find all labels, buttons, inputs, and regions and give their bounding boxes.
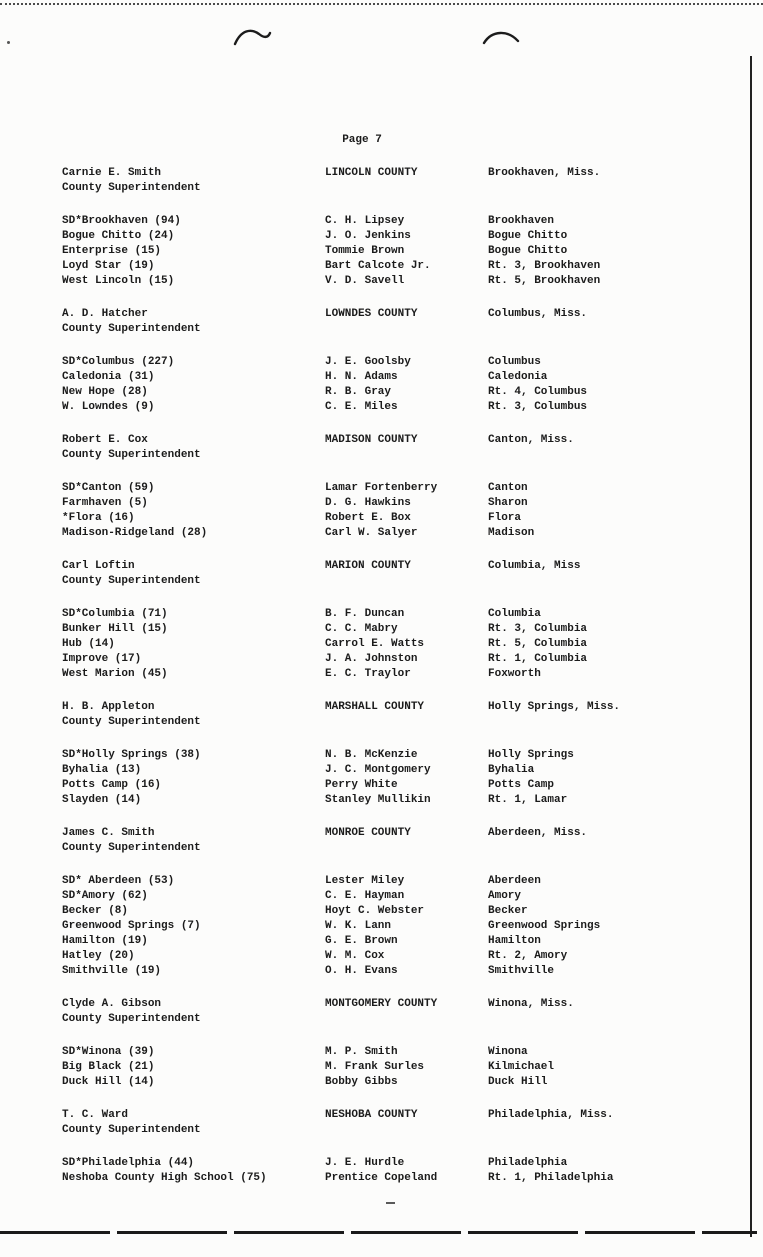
county-header <box>62 559 662 589</box>
county-superintendent-name: Carnie E. Smith <box>62 167 162 179</box>
district-address: Columbia <box>488 608 541 620</box>
county-seat: Aberdeen, Miss. <box>488 827 588 839</box>
district-address: Rt. 4, Columbus <box>488 386 588 398</box>
district-row <box>62 1156 662 1171</box>
district-superintendent: W. M. Cox <box>325 950 385 962</box>
district-name: Loyd Star (19) <box>62 260 155 272</box>
district-name: Hatley (20) <box>62 950 135 962</box>
county-header <box>62 700 662 730</box>
district-superintendent: Hoyt C. Webster <box>325 905 425 917</box>
district-address: Rt. 1, Lamar <box>488 794 568 806</box>
page-number: Page 7 <box>342 134 382 146</box>
district-name: Slayden (14) <box>62 794 142 806</box>
district-row <box>62 652 662 667</box>
district-address: Rt. 1, Columbia <box>488 653 588 665</box>
county-name: MADISON COUNTY <box>325 434 418 446</box>
county-header-row <box>62 1108 662 1123</box>
district-name: Byhalia (13) <box>62 764 142 776</box>
district-address: Philadelphia <box>488 1157 568 1169</box>
district-address: Winona <box>488 1046 528 1058</box>
pen-mark-left <box>233 26 273 52</box>
county-seat: Columbus, Miss. <box>488 308 588 320</box>
district-address: Columbus <box>488 356 541 368</box>
county-superintendent-name: A. D. Hatcher <box>62 308 148 320</box>
county-name: MONROE COUNTY <box>325 827 411 839</box>
district-row <box>62 904 662 919</box>
county-name: LOWNDES COUNTY <box>325 308 418 320</box>
district-row <box>62 496 662 511</box>
district-address: Brookhaven <box>488 215 555 227</box>
district-row <box>62 400 662 415</box>
district-address: Rt. 1, Philadelphia <box>488 1172 614 1184</box>
district-superintendent: E. C. Traylor <box>325 668 411 680</box>
superintendent-title-row <box>62 574 662 589</box>
district-address: Byhalia <box>488 764 535 776</box>
superintendent-title: County Superintendent <box>62 449 201 461</box>
district-superintendent: M. P. Smith <box>325 1046 398 1058</box>
district-superintendent: Carl W. Salyer <box>325 527 418 539</box>
district-address: Greenwood Springs <box>488 920 601 932</box>
district-row <box>62 793 662 808</box>
empty-cell <box>325 841 488 856</box>
county-section <box>62 166 662 289</box>
county-header <box>62 166 662 196</box>
district-address: Rt. 3, Brookhaven <box>488 260 601 272</box>
county-header <box>62 433 662 463</box>
superintendent-title-row <box>62 322 662 337</box>
district-address: Aberdeen <box>488 875 541 887</box>
district-row <box>62 763 662 778</box>
district-row <box>62 667 662 682</box>
district-superintendent: D. G. Hawkins <box>325 497 411 509</box>
empty-cell <box>325 715 488 730</box>
empty-cell <box>325 181 488 196</box>
district-superintendent: Carrol E. Watts <box>325 638 425 650</box>
district-list <box>62 748 662 808</box>
district-address: Flora <box>488 512 522 524</box>
superintendent-title-row <box>62 181 662 196</box>
superintendent-title: County Superintendent <box>62 182 201 194</box>
district-row <box>62 481 662 496</box>
district-row <box>62 874 662 889</box>
county-superintendent-name: James C. Smith <box>62 827 155 839</box>
district-name: Potts Camp (16) <box>62 779 162 791</box>
district-address: Smithville <box>488 965 555 977</box>
district-address: Canton <box>488 482 528 494</box>
district-address: Hamilton <box>488 935 541 947</box>
district-superintendent: J. E. Goolsby <box>325 356 411 368</box>
county-superintendent-name: T. C. Ward <box>62 1109 129 1121</box>
district-name: West Lincoln (15) <box>62 275 175 287</box>
district-address: Amory <box>488 890 522 902</box>
district-name: SD*Amory (62) <box>62 890 148 902</box>
county-header <box>62 826 662 856</box>
district-superintendent: N. B. McKenzie <box>325 749 418 761</box>
empty-cell <box>488 1012 662 1027</box>
district-name: Hub (14) <box>62 638 115 650</box>
district-superintendent: R. B. Gray <box>325 386 392 398</box>
district-name: SD*Columbia (71) <box>62 608 168 620</box>
county-superintendent-name: Carl Loftin <box>62 560 135 572</box>
county-superintendent-name: Clyde A. Gibson <box>62 998 162 1010</box>
district-row <box>62 1045 662 1060</box>
perforation-dots <box>0 3 763 5</box>
superintendent-title-row <box>62 448 662 463</box>
district-name: Enterprise (15) <box>62 245 162 257</box>
district-name: Improve (17) <box>62 653 142 665</box>
county-seat: Holly Springs, Miss. <box>488 701 621 713</box>
page-edge-line-right <box>750 56 752 1237</box>
district-name: SD*Holly Springs (38) <box>62 749 201 761</box>
superintendent-title-row <box>62 1012 662 1027</box>
county-seat: Brookhaven, Miss. <box>488 167 601 179</box>
district-superintendent: Prentice Copeland <box>325 1172 438 1184</box>
district-superintendent: C. E. Hayman <box>325 890 405 902</box>
district-superintendent: J. O. Jenkins <box>325 230 411 242</box>
district-row <box>62 964 662 979</box>
county-section <box>62 997 662 1090</box>
district-row <box>62 919 662 934</box>
district-list <box>62 481 662 541</box>
district-address: Bogue Chitto <box>488 245 568 257</box>
county-name: LINCOLN COUNTY <box>325 167 418 179</box>
district-name: SD*Brookhaven (94) <box>62 215 181 227</box>
county-name: MONTGOMERY COUNTY <box>325 998 438 1010</box>
county-seat: Winona, Miss. <box>488 998 574 1010</box>
county-superintendent-name: H. B. Appleton <box>62 701 155 713</box>
district-superintendent: C. E. Miles <box>325 401 398 413</box>
district-superintendent: B. F. Duncan <box>325 608 405 620</box>
district-name: New Hope (28) <box>62 386 148 398</box>
county-section <box>62 307 662 415</box>
county-section <box>62 700 662 808</box>
district-name: Caledonia (31) <box>62 371 155 383</box>
superintendent-title-row <box>62 1123 662 1138</box>
district-row <box>62 370 662 385</box>
superintendent-title: County Superintendent <box>62 323 201 335</box>
district-row <box>62 511 662 526</box>
district-superintendent: Robert E. Box <box>325 512 411 524</box>
district-address: Caledonia <box>488 371 548 383</box>
district-row <box>62 355 662 370</box>
district-superintendent: C. H. Lipsey <box>325 215 405 227</box>
district-row <box>62 778 662 793</box>
district-list <box>62 1156 662 1186</box>
empty-cell <box>488 574 662 589</box>
superintendent-title: County Superintendent <box>62 716 201 728</box>
district-superintendent: Lester Miley <box>325 875 405 887</box>
county-header <box>62 997 662 1027</box>
district-row <box>62 607 662 622</box>
district-name: Duck Hill (14) <box>62 1076 155 1088</box>
district-address: Bogue Chitto <box>488 230 568 242</box>
district-superintendent: O. H. Evans <box>325 965 398 977</box>
district-address: Sharon <box>488 497 528 509</box>
district-address: Rt. 5, Columbia <box>488 638 588 650</box>
scan-speck <box>7 41 10 44</box>
district-address: Becker <box>488 905 528 917</box>
empty-cell <box>488 322 662 337</box>
district-address: Holly Springs <box>488 749 574 761</box>
empty-cell <box>488 715 662 730</box>
district-superintendent: C. C. Mabry <box>325 623 398 635</box>
district-name: Big Black (21) <box>62 1061 155 1073</box>
empty-cell <box>488 841 662 856</box>
district-superintendent: J. C. Montgomery <box>325 764 431 776</box>
county-section <box>62 826 662 979</box>
county-superintendent-name: Robert E. Cox <box>62 434 148 446</box>
district-name: Greenwood Springs (7) <box>62 920 201 932</box>
district-address: Potts Camp <box>488 779 555 791</box>
page-content <box>62 133 662 1204</box>
superintendent-title-row <box>62 715 662 730</box>
district-row <box>62 259 662 274</box>
district-row <box>62 274 662 289</box>
county-header-row <box>62 826 662 841</box>
district-row <box>62 244 662 259</box>
county-name: MARSHALL COUNTY <box>325 701 425 713</box>
district-superintendent: J. E. Hurdle <box>325 1157 405 1169</box>
page-edge-line-bottom <box>0 1231 757 1234</box>
district-superintendent: J. A. Johnston <box>325 653 418 665</box>
county-seat: Columbia, Miss <box>488 560 581 572</box>
empty-cell <box>325 574 488 589</box>
district-list <box>62 1045 662 1090</box>
district-name: SD*Columbus (227) <box>62 356 175 368</box>
district-row <box>62 934 662 949</box>
district-superintendent: Tommie Brown <box>325 245 405 257</box>
district-superintendent: Bart Calcote Jr. <box>325 260 431 272</box>
district-name: Bogue Chitto (24) <box>62 230 175 242</box>
empty-cell <box>488 181 662 196</box>
superintendent-title-row <box>62 841 662 856</box>
district-address: Rt. 3, Columbus <box>488 401 588 413</box>
district-name: *Flora (16) <box>62 512 135 524</box>
district-row <box>62 526 662 541</box>
district-name: Farmhaven (5) <box>62 497 148 509</box>
district-name: Hamilton (19) <box>62 935 148 947</box>
district-row <box>62 949 662 964</box>
county-header <box>62 307 662 337</box>
district-name: SD*Philadelphia (44) <box>62 1157 195 1169</box>
empty-cell <box>325 1123 488 1138</box>
district-superintendent: Lamar Fortenberry <box>325 482 438 494</box>
district-list <box>62 214 662 289</box>
district-address: Foxworth <box>488 668 541 680</box>
superintendent-title: County Superintendent <box>62 1124 201 1136</box>
district-superintendent: Bobby Gibbs <box>325 1076 398 1088</box>
county-header-row <box>62 433 662 448</box>
district-name: Madison-Ridgeland (28) <box>62 527 208 539</box>
district-address: Rt. 3, Columbia <box>488 623 588 635</box>
district-name: W. Lowndes (9) <box>62 401 155 413</box>
county-header-row <box>62 166 662 181</box>
county-header-row <box>62 307 662 322</box>
county-section <box>62 559 662 682</box>
district-address: Kilmichael <box>488 1061 555 1073</box>
county-section <box>62 1108 662 1186</box>
district-address: Rt. 2, Amory <box>488 950 568 962</box>
district-name: SD*Canton (59) <box>62 482 155 494</box>
district-row <box>62 1171 662 1186</box>
county-sections <box>62 166 662 1186</box>
empty-cell <box>325 448 488 463</box>
district-superintendent: W. K. Lann <box>325 920 392 932</box>
county-seat: Canton, Miss. <box>488 434 574 446</box>
superintendent-title: County Superintendent <box>62 842 201 854</box>
district-row <box>62 622 662 637</box>
district-list <box>62 355 662 415</box>
district-row <box>62 1075 662 1090</box>
district-name: SD* Aberdeen (53) <box>62 875 175 887</box>
district-row <box>62 637 662 652</box>
district-superintendent: V. D. Savell <box>325 275 405 287</box>
district-row <box>62 229 662 244</box>
county-name: NESHOBA COUNTY <box>325 1109 418 1121</box>
empty-cell <box>325 1012 488 1027</box>
empty-cell <box>488 448 662 463</box>
county-header <box>62 1108 662 1138</box>
district-name: Bunker Hill (15) <box>62 623 168 635</box>
district-superintendent: Stanley Mullikin <box>325 794 431 806</box>
district-name: Smithville (19) <box>62 965 162 977</box>
district-list <box>62 874 662 979</box>
county-seat: Philadelphia, Miss. <box>488 1109 614 1121</box>
district-superintendent: G. E. Brown <box>325 935 398 947</box>
district-row <box>62 214 662 229</box>
county-header-row <box>62 997 662 1012</box>
superintendent-title: County Superintendent <box>62 1013 201 1025</box>
district-row <box>62 385 662 400</box>
empty-cell <box>488 1123 662 1138</box>
county-header-row <box>62 700 662 715</box>
district-row <box>62 889 662 904</box>
empty-cell <box>325 322 488 337</box>
superintendent-title: County Superintendent <box>62 575 201 587</box>
district-row <box>62 748 662 763</box>
district-row <box>62 1060 662 1075</box>
district-list <box>62 607 662 682</box>
district-superintendent: Perry White <box>325 779 398 791</box>
county-header-row <box>62 559 662 574</box>
district-name: West Marion (45) <box>62 668 168 680</box>
district-name: SD*Winona (39) <box>62 1046 155 1058</box>
district-address: Madison <box>488 527 535 539</box>
district-name: Neshoba County High School (75) <box>62 1172 267 1184</box>
district-name: Becker (8) <box>62 905 129 917</box>
county-name: MARION COUNTY <box>325 560 411 572</box>
county-section <box>62 433 662 541</box>
district-address: Rt. 5, Brookhaven <box>488 275 601 287</box>
district-superintendent: H. N. Adams <box>325 371 398 383</box>
district-superintendent: M. Frank Surles <box>325 1061 425 1073</box>
pen-mark-right <box>482 28 520 48</box>
district-address: Duck Hill <box>488 1076 548 1088</box>
